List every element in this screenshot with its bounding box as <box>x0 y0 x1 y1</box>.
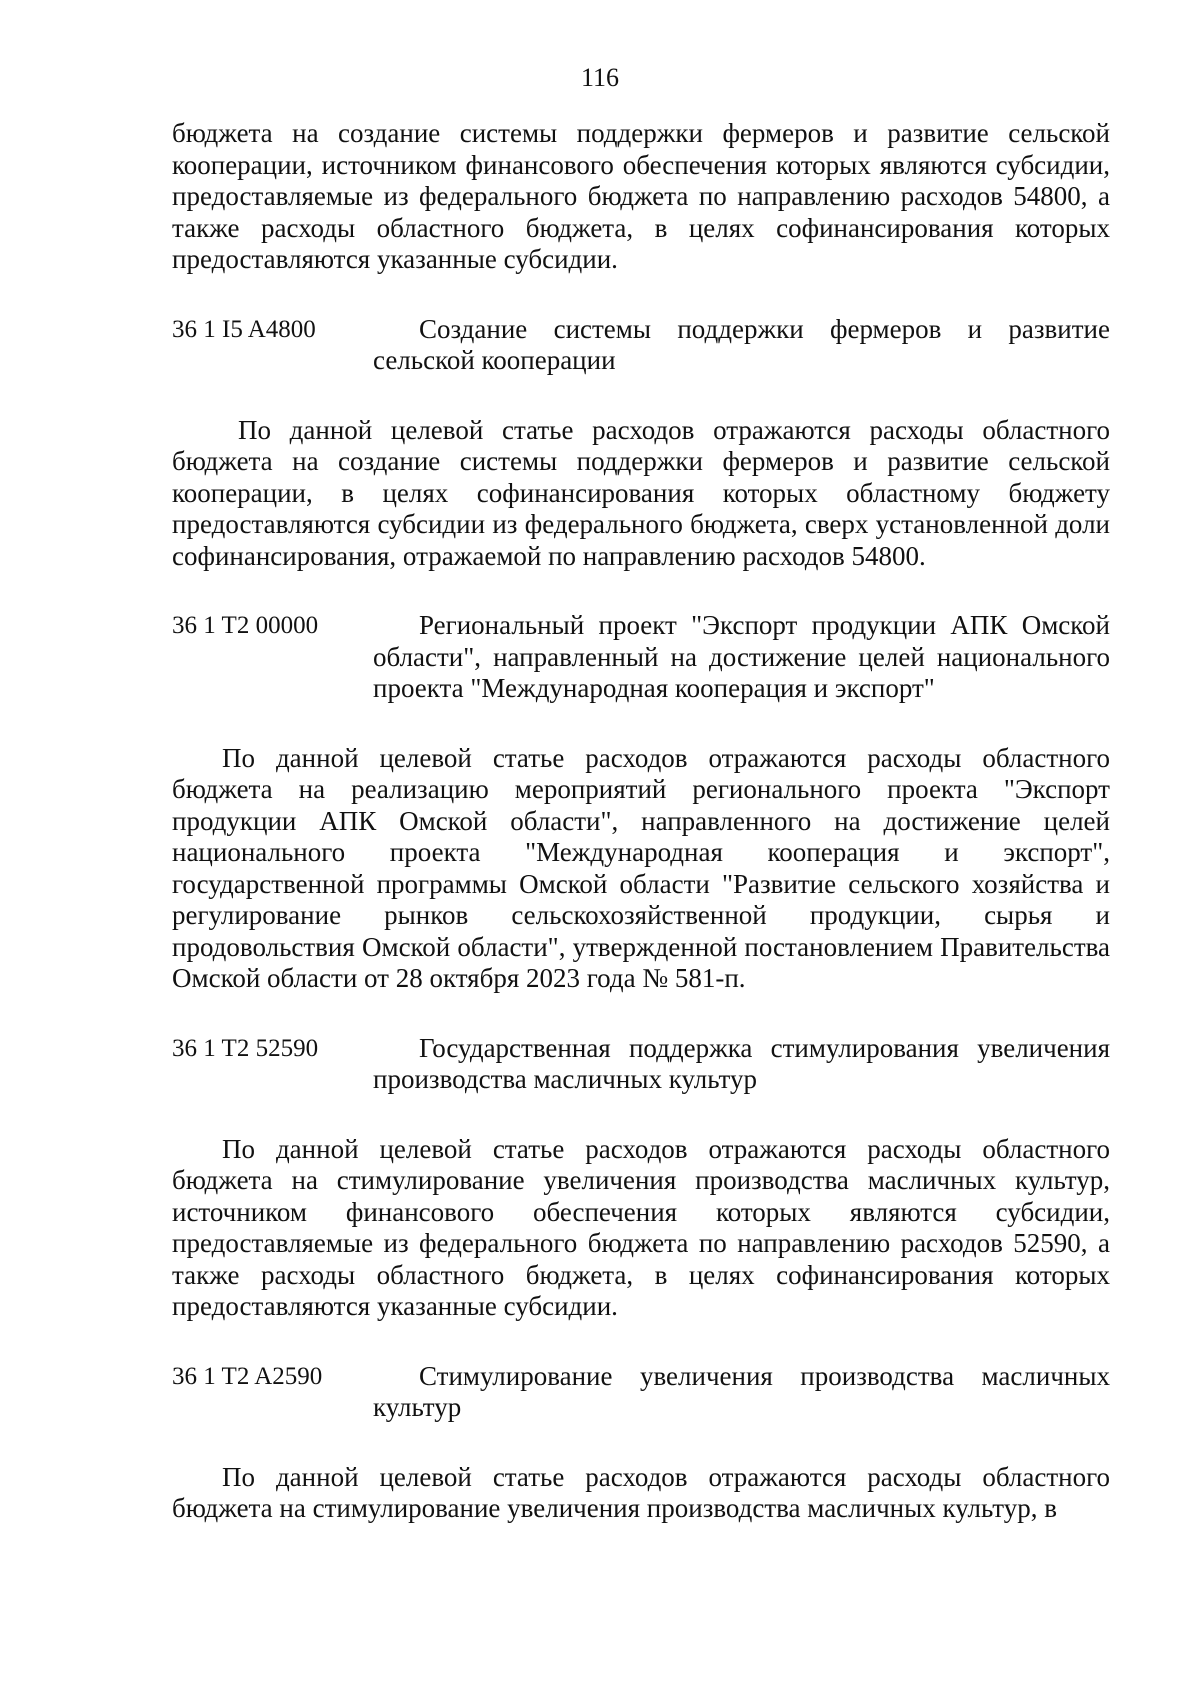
paragraph-5: По данной целевой статье расходов отражаются расходы областного бюджета на стимулирование увеличения производства масличных культур, в <box>172 1461 1110 1523</box>
budget-entry-i5-a4800 <box>172 314 1110 377</box>
entry-title: Создание системы поддержки фермеров и развитие сельской кооперации <box>373 313 1110 375</box>
entry-code: 36 1 T2 52590 <box>172 1034 319 1062</box>
budget-entry-t2-52590 <box>172 1033 1110 1096</box>
paragraph-3: По данной целевой статье расходов отражаются расходы областного бюджета на реализацию мероприятий регионального проекта "Экспорт продукции АПК Омской области", направленного на достижение целей национального проекта "Международная кооперация и экспорт", государственной программы Омской области "Развитие сельского хозяйства и регулирование рынков сельскохозяйственной продукции, сырья и продовольствия Омской области", утвержденной постановлением Правительства Омской области от 28 октября 2023 года № 581-п. <box>172 742 1110 993</box>
paragraph-2: По данной целевой статье расходов отражаются расходы областного бюджета на создание системы поддержки фермеров и развитие сельской кооперации, в целях софинансирования которых областному бюджету предоставляются субсидии из федерального бюджета, сверх установленной доли софинансирования, отражаемой по направлению расходов 54800. <box>172 414 1110 571</box>
entry-code: 36 1 T2 A2590 <box>172 1362 323 1390</box>
page-number: 116 <box>580 63 620 92</box>
entry-code: 36 1 T2 00000 <box>172 612 319 639</box>
paragraph-4: По данной целевой статье расходов отражаются расходы областного бюджета на стимулирование увеличения производства масличных культур, источником финансового обеспечения которых являются субсидии, предоставляемые из федерального бюджета по направлению расходов 52590, а также расходы областного бюджета, в целях софинансирования которых предоставляются указанные субсидии. <box>172 1133 1110 1321</box>
entry-title: Государственная поддержка стимулирования увеличения производства масличных культур <box>373 1032 1110 1094</box>
document-body <box>172 118 1110 1525</box>
entry-title: Региональный проект "Экспорт продукции АПК Омской области", направленный на достижение целей национального проекта "Международная кооперация и экспорт" <box>373 610 1110 703</box>
budget-entry-t2-00000 <box>172 610 1110 705</box>
budget-entry-t2-a2590 <box>172 1361 1110 1424</box>
entry-code: 36 1 I5 A4800 <box>172 315 316 343</box>
paragraph-1: бюджета на создание системы поддержки фермеров и развитие сельской кооперации, источником финансового обеспечения которых являются субсидии, предоставляемые из федерального бюджета по направлению расходов 54800, а также расходы областного бюджета, в целях софинансирования которых предоставляются указанные субсидии. <box>172 118 1110 274</box>
entry-title: Стимулирование увеличения производства масличных культур <box>373 1360 1110 1422</box>
